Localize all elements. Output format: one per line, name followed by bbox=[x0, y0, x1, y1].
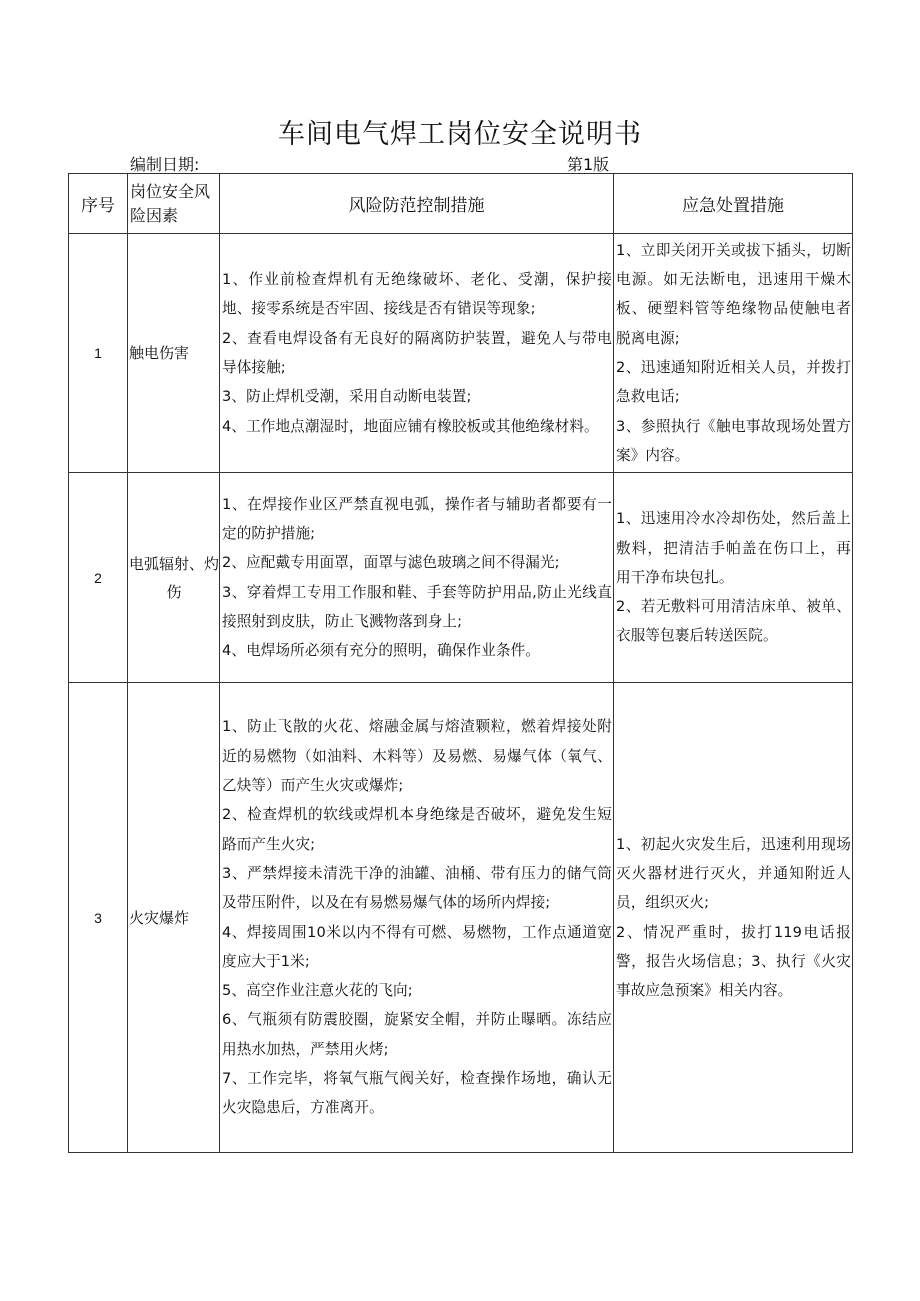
measure-item: 3、严禁焊接未清洗干净的油罐、油桶、带有压力的储气筒及带压附件，以及在有易燃易爆气体的场所内焊接; bbox=[222, 864, 612, 912]
table-row bbox=[69, 473, 853, 683]
emergency-item: 2、情况严重时，拔打119电话报警，报告火场信息；3、执行《火灾事故应急预案》相关内容。 bbox=[616, 923, 851, 1000]
emergency-item: 2、若无敷料可用清洁床单、被单、衣服等包裹后转送医院。 bbox=[616, 598, 851, 645]
measure-item: 2、检查焊机的软线或焊机本身绝缘是否破坏，避免发生短路而产生火灾; bbox=[222, 806, 612, 853]
emergency-measures-list bbox=[614, 830, 852, 1006]
measure-item: 7、工作完毕，将氧气瓶气阀关好，检查操作场地，确认无火灾隐患后，方准离开。 bbox=[222, 1069, 612, 1117]
control-measures-list bbox=[220, 490, 613, 666]
header-emergency-measures: 应急处置措施 bbox=[614, 174, 853, 234]
date-label: 编制日期: bbox=[130, 155, 200, 174]
table-row bbox=[69, 683, 853, 1153]
measure-item: 4、焊接周围10米以内不得有可燃、易燃物，工作点通道宽度应大于1米; bbox=[222, 923, 612, 970]
measure-item: 4、工作地点潮湿时，地面应铺有橡胶板或其他绝缘材料。 bbox=[222, 417, 599, 435]
header-number: 序号 bbox=[69, 174, 128, 234]
risk-factor: 触电伤害 bbox=[128, 234, 220, 473]
table-row bbox=[69, 234, 853, 473]
emergency-item: 2、迅速通知附近相关人员，并拨打急救电话; bbox=[616, 359, 851, 406]
version-label: 第1版 bbox=[567, 155, 610, 174]
risk-factor: 火灾爆炸 bbox=[128, 683, 220, 1153]
control-measures-list bbox=[220, 712, 613, 1122]
emergency-item: 1、迅速用冷水冷却伤处，然后盖上敷料，把清洁手帕盖在伤口上，再用干净布块包扎。 bbox=[616, 510, 851, 586]
measure-item: 2、应配戴专用面罩，面罩与滤色玻璃之间不得漏光; bbox=[222, 554, 560, 572]
measure-item: 6、气瓶须有防震胶圈，旋紧安全帽，并防止曝晒。冻结应用热水加热，严禁用火烤; bbox=[222, 1011, 612, 1058]
row-number: 1 bbox=[69, 234, 128, 473]
emergency-item: 1、立即关闭开关或拔下插头，切断电源。如无法断电，迅速用干燥木板、硬塑料管等绝缘物品使触电者脱离电源; bbox=[616, 241, 851, 347]
header-risk-factor: 岗位安全风险因素 bbox=[128, 174, 220, 234]
measure-item: 5、高空作业注意火花的飞向; bbox=[222, 982, 413, 1000]
header-row bbox=[69, 174, 853, 234]
emergency-item: 3、参照执行《触电事故现场处置方案》内容。 bbox=[616, 417, 851, 464]
measure-item: 3、防止焊机受潮，采用自动断电装置; bbox=[222, 388, 472, 406]
control-measures-list bbox=[220, 265, 613, 441]
measure-item: 4、电焊场所必须有充分的照明，确保作业条件。 bbox=[222, 642, 540, 660]
row-number: 2 bbox=[69, 473, 128, 683]
measure-item: 3、穿着焊工专用工作服和鞋、手套等防护用品,防止光线直接照射到皮肤，防止飞溅物落到身上; bbox=[222, 583, 612, 630]
row-number: 3 bbox=[69, 683, 128, 1153]
measure-item: 1、在焊接作业区严禁直视电弧，操作者与辅助者都要有一定的防护措施; bbox=[222, 495, 612, 542]
control-measures-cell bbox=[220, 683, 614, 1153]
measure-item: 2、查看电焊设备有无良好的隔离防护装置，避免人与带电导体接触; bbox=[222, 329, 612, 376]
measure-item: 1、作业前检查焊机有无绝缘破坏、老化、受潮，保护接地、接零系统是否牢固、接线是否有错误等现象; bbox=[222, 271, 612, 318]
emergency-measures-list bbox=[614, 504, 852, 650]
emergency-measures-cell bbox=[614, 683, 853, 1153]
emergency-measures-cell bbox=[614, 234, 853, 473]
safety-table bbox=[68, 173, 853, 1153]
control-measures-cell bbox=[220, 234, 614, 473]
control-measures-cell bbox=[220, 473, 614, 683]
risk-factor: 电弧辐射、灼伤 bbox=[128, 473, 220, 683]
document-title: 车间电气焊工岗位安全说明书 bbox=[278, 119, 642, 150]
emergency-measures-list bbox=[614, 236, 852, 470]
emergency-measures-cell bbox=[614, 473, 853, 683]
emergency-item: 1、初起火灾发生后，迅速利用现场灭火器材进行灭火，并通知附近人员，组织灭火; bbox=[616, 835, 851, 912]
header-control-measures: 风险防范控制措施 bbox=[220, 174, 614, 234]
measure-item: 1、防止飞散的火花、熔融金属与熔渣颗粒，燃着焊接处附近的易燃物（如油料、木料等）及易燃、易爆气体（氧气、乙炔等）而产生火灾或爆炸; bbox=[222, 718, 612, 795]
